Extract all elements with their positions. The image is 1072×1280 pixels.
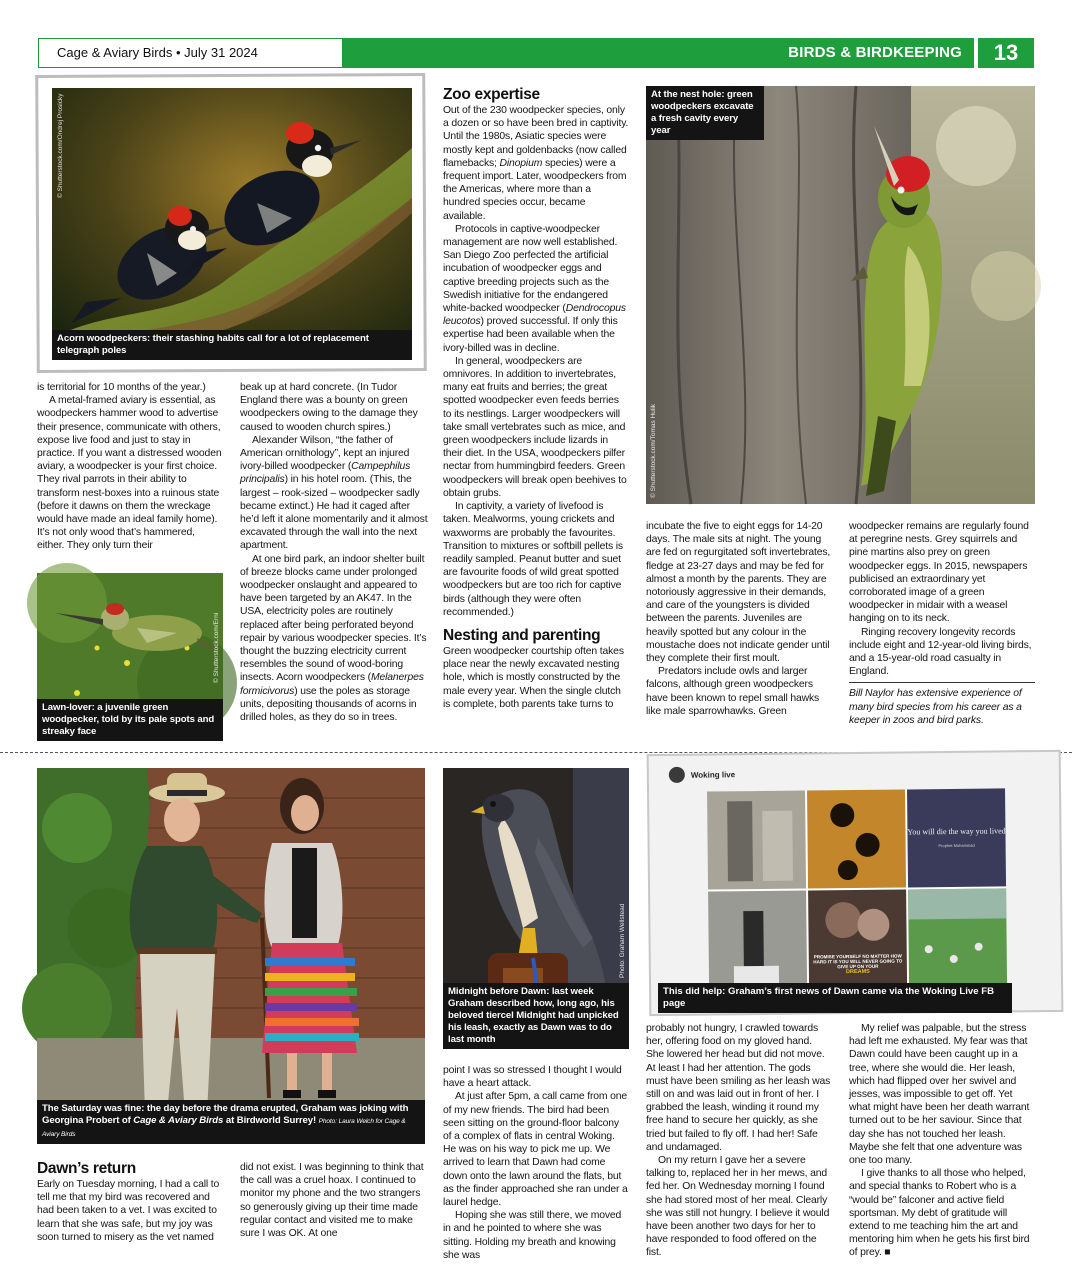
article1-paragraph: is territorial for 10 months of the year.)	[37, 382, 206, 393]
green-woodpecker-photo	[646, 86, 1035, 504]
article1-paragraph: woodpecker remains are regularly found at peregrine nests. Grey squirrels and pine martins also prey on green woodpecker eggs. In 2015, newspapers publicised an extraordinary yet corroborated image of a green woodpecker in midair with a weasel hanging on to its neck.	[849, 521, 1029, 625]
species-name: Dinopium	[499, 157, 543, 169]
green-photo-credit: © Shutterstock.com/Tomas Hulik	[650, 403, 657, 498]
woking-avatar	[669, 767, 685, 783]
acorn-photo-caption: Acorn woodpeckers: their stashing habits call for a lot of replacement telegraph poles	[52, 330, 412, 360]
birdworld-image	[37, 768, 425, 1144]
nesting-heading: Nesting and parenting	[443, 626, 601, 644]
article2-column-4	[646, 1022, 832, 1259]
publication-header	[38, 38, 343, 68]
text-run: ) proved successful. If only this expertise had been available when the ivory-billed was in decline.	[443, 316, 618, 354]
green-woodpecker-image	[646, 86, 1035, 504]
article2-paragraph: At just after 5pm, a call came from one of my new friends. The bird had been seen sitting on the ground-floor balcony of a complex of flats in central Woking. He was on his way to pick me up. We arrived to learn that Dawn had come down onto the lawn around the flats, but as the finder approached she ran under a laurel hedge.	[443, 1091, 628, 1209]
article2-paragraph: Hoping she was still there, we moved in and he pointed to where she was sitting. Holding my breath and knowing she was	[443, 1210, 622, 1261]
article2-paragraph: I give thanks to all those who helped, and special thanks to Robert who is a “would be” falconer and active field sportsman. My debt of gratitude will extend to me teaching him the art and mentoring him when he gets his first bird of prey. ■	[849, 1168, 1030, 1259]
woking-photo-caption: This did help: Graham’s first news of Dawn came via the Woking Live FB page	[658, 983, 1012, 1013]
caption-text: The Saturday was fine: the day before the drama erupted, Graham was joking with Georgina Probert of	[42, 1103, 409, 1126]
article2-paragraph: probably not hungry, I crawled towards her, offering food on my gloved hand. She lowered her head but did not move. At least I had her attention. The gods must have been smiling as her leash was still on and was laid out in front of her. I grabbed the leash, winding it round my free hand to secure her quickly, as she tried but failed to fly off. I had her! Safe and undamaged.	[646, 1023, 831, 1153]
text-run: Alexander Wilson, “the father of American ornithology”, kept an injured ivory-billed woodpecker (	[240, 434, 410, 473]
species-name: Melanerpes formicivorus	[240, 672, 424, 697]
article2-paragraph: did not exist. I was beginning to think that the call was a cruel hoax. I continued to monitor my phone and the two strangers so generously giving up their time made regular contact and visited me to make sure I was OK. At one	[240, 1162, 424, 1240]
midnight-photo-credit: Photo: Graham Wellstead	[619, 903, 626, 978]
article1-paragraph	[240, 434, 430, 553]
quote-author: Prophet Muhammad	[938, 842, 975, 849]
section-banner	[343, 38, 974, 68]
green-photo-caption: At the nest hole: green woodpeckers excavate a fresh cavity every year	[646, 86, 764, 140]
article1-paragraph	[443, 223, 629, 355]
article1-paragraph: In captivity, a variety of livefood is taken. Mealworms, young crickets and waxworms are probably the favourites. Transition to mixtures or softbill pellets is readily sampled. Peanut butter and suet are favourite foods of wild great spotted woodpeckers but are too rich for captive birds (although they were often recommended.)	[443, 501, 623, 618]
article1-paragraph: A metal-framed aviary is essential, as woodpeckers hammer wood to advertise their presence, communicate with others, expose live food and just to stay in practice. If you want a distressed wooden aviary, a woodpecker is your first choice. They rival parrots in their ability to transform nest-boxes into a ruinous state (before it dawns on them the wreckage would have made an ideal family home). It’s not only wood that’s hammered, either. They only turn their	[37, 395, 222, 552]
caption-text: at Birdworld Surrey!	[223, 1115, 317, 1126]
species-name: Campephilus principalis	[240, 461, 411, 486]
woking-screenshot-frame	[647, 750, 1064, 1016]
juvenile-photo-caption: Lawn-lover: a juvenile green woodpecker, told by its pale spots and streaky face	[37, 699, 223, 741]
article2-paragraph: My relief was palpable, but the stress had left me exhausted. My fear was that Dawn could have been caught up in a tree, where she would die. Her leash, which had flipped over her swivel and jesses, was impossible to get off. Yet what might have been her death warrant turned out to be her saviour. Since that day she has not touched her leash. Maybe she felt that one adventure was one too many.	[849, 1023, 1030, 1167]
article2-paragraph: point I was so stressed I thought I would have a heart attack.	[443, 1065, 622, 1090]
article1-column-1	[37, 381, 223, 567]
article1-column-3	[443, 84, 629, 746]
article1-column-5	[849, 520, 1035, 746]
article2-column-3	[443, 1064, 629, 1261]
article2-paragraph: On my return I gave her a severe talking to, replaced her in her mews, and fed her. On Wednesday morning I found she had stored most of her meal. Clearly she was still not hungry. I believe it would have been another two days for her to have responded to food offered on the fist.	[646, 1155, 830, 1259]
article1-paragraph: beak up at hard concrete. (In Tudor England there was a bounty on green woodpeckers owing to the damage they caused to wooden church spires.)	[240, 382, 418, 433]
acorn-woodpeckers-image	[52, 88, 412, 360]
zoo-expertise-heading: Zoo expertise	[443, 86, 540, 103]
text-run: species) were a frequent import. Later, woodpeckers from the Americas, where more than a hundred species occur, became available.	[443, 157, 627, 222]
poster-text	[811, 953, 905, 975]
article2-paragraph: Early on Tuesday morning, I had a call to tell me that my bird was recovered and had been taken to a vet. I was excited to learn that she was safe, but my joy was soon turned to misery as the vet named	[37, 1179, 220, 1243]
midnight-photo-caption: Midnight before Dawn: last week Graham described how, long ago, his beloved tiercel Midnight had unpicked his leash, exactly as Dawn was to do last month	[443, 983, 629, 1049]
publication-date: Cage & Aviary Birds • July 31 2024	[57, 45, 258, 60]
text-run: ) in his hotel room. (This, the largest – rook-sized – woodpecker sadly became extinct.) He had it caged after he’d left it alone momentarily and it almost excavated through the wall into the next apartment.	[240, 474, 428, 552]
article1-paragraph	[443, 104, 629, 223]
article2-column-2	[240, 1161, 430, 1247]
birdworld-photo	[37, 768, 425, 1144]
woking-page-header	[669, 765, 735, 784]
woking-post-grid	[707, 788, 1007, 991]
text-run: ) use the poles as storage units, depositing thousands of acorns in drilled holes, as they do so in trees.	[240, 685, 417, 724]
article1-column-4	[646, 520, 832, 746]
poster-line: PROMISE YOURSELF NO MATTER HOW HARD IT IS YOU WILL NEVER GOING TO GIVE UP ON YOUR	[813, 953, 903, 970]
species-name: Dendrocopus leucotos	[443, 303, 626, 328]
text-run: Out of the 230 woodpecker species, only a dozen or so have been bred in captivity. Until the 1980s, Asiatic species were mostly kept and goldenbacks (now called flamebacks;	[443, 105, 629, 169]
caption-magazine: Cage & Aviary Birds	[133, 1115, 224, 1126]
article1-paragraph: Green woodpecker courtship often takes place near the newly excavated nesting hole, which is mostly constructed by the male every year. When the single clutch is complete, both parents take turns to	[443, 645, 624, 710]
text-run: Protocols in captive-woodpecker management are now well established. San Diego Zoo perfected the artificial incubation of woodpecker eggs and captive breeding projects such as the Swedish initiative for the endangered white-backed woodpecker (	[443, 223, 618, 315]
woking-caption-wrap	[658, 983, 1012, 1013]
woking-grid-image	[707, 788, 1007, 991]
article1-paragraph: In general, woodpeckers are omnivores. In addition to invertebrates, many eat fruits and berries; the great spotted woodpecker even feeds berries to its nestlings. Larger woodpeckers will take small vertebrates such as mice, and green woodpeckers include lizards in their diet. In the USA, woodpeckers pilfer nectar from hummingbird feeders. Green woodpeckers will break open beehives to obtain grubs.	[443, 355, 627, 499]
article1-paragraph: incubate the five to eight eggs for 14-20 days. The male sits at night. The young are fed on regurgitated soft invertebrates, fledge at 23-27 days and may be fed for almost a month by the parents. They are notoriously aggressive in their demands, and care of the youngsters is divided between the parents. Juveniles are heavily spotted but any colour in the moustache does not indicate gender until they complete their first moult.	[646, 521, 831, 665]
article1-paragraph: Predators include owls and larger falcons, although green woodpeckers have been known to repel small hawks like male sparrowhawks. Green	[646, 666, 820, 717]
article1-column-2	[240, 381, 430, 745]
quote-text: You will die the way you lived	[907, 826, 1006, 837]
article1-paragraph	[240, 553, 430, 725]
article2-column-1	[37, 1158, 223, 1248]
juvenile-photo-credit: © Shutterstock.com/Erni	[213, 612, 220, 683]
text-run: At one bird park, an indoor shelter built of breeze blocks came under prolonged woodpecker onslaught and appeared to have been targeted by an AK47. In the USA, electricity poles are routinely replaced after being perforated beyond repair by various woodpecker species. It’s thought the buzzing electricity current resembles the sound of wood-boring insects. Acorn woodpeckers (	[240, 553, 427, 684]
birdworld-photo-credit: Photo: Laura Welch for Cage & Aviary Birds	[42, 1118, 406, 1138]
poster-word: DREAMS	[845, 968, 870, 976]
section-title: BIRDS & BIRDKEEPING	[788, 44, 962, 61]
author-byline: Bill Naylor has extensive experience of many bird species from his career as a keeper in zoos and bird parks.	[849, 682, 1035, 727]
spacer	[443, 619, 629, 625]
birdworld-photo-caption	[37, 1100, 425, 1144]
juvenile-woodpecker-photo	[37, 573, 223, 741]
woking-page-name: Woking live	[690, 769, 736, 780]
page-number: 13	[978, 38, 1034, 68]
midnight-falcon-photo	[443, 768, 629, 1049]
acorn-photo-credit: © Shutterstock.com/Ondrej Prosicky	[57, 93, 64, 198]
article2-column-5	[849, 1022, 1035, 1259]
article1-paragraph: Ringing recovery longevity records include eight and 12-year-old living birds, and a 15-year-old road casualty in England.	[849, 626, 1032, 678]
dawns-return-heading: Dawn’s return	[37, 1160, 136, 1177]
acorn-woodpeckers-photo	[52, 88, 412, 360]
